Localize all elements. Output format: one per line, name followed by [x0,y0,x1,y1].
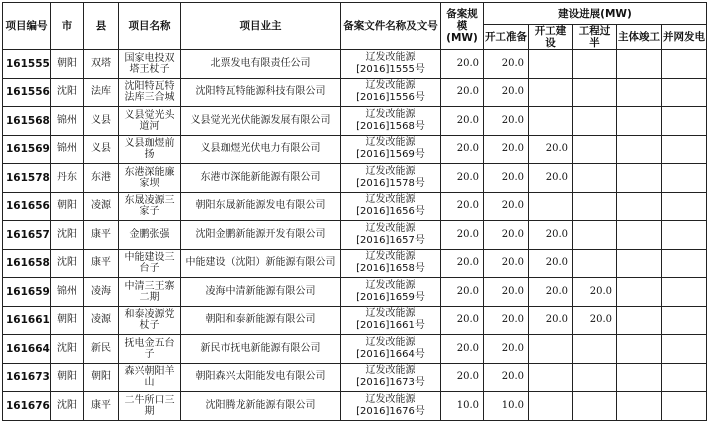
prep-cell: 20.0 [484,135,529,164]
prep-cell: 20.0 [484,78,529,107]
construction-cell [529,50,573,79]
filing-scale-cell: 20.0 [441,192,484,221]
city-cell: 朝阳 [51,363,84,392]
grid-connected-cell [662,221,707,250]
halfway-cell [573,78,617,107]
table-row [3,78,707,107]
city-cell: 锦州 [51,135,84,164]
project-id-cell: 161578 [3,164,51,193]
filing-doc-number: [2016]1659号 [356,291,425,303]
table-row [3,363,707,392]
filing-doc-number: [2016]1578号 [356,177,425,189]
table-row [3,221,707,250]
filing-scale-cell: 20.0 [441,363,484,392]
filing-doc-issuer: 辽发改能源 [365,108,416,120]
prep-cell: 20.0 [484,363,529,392]
filing-doc-cell [341,363,441,392]
main-complete-cell [617,192,662,221]
halfway-cell [573,221,617,250]
project-owner-cell: 新民市抚电新能源有限公司 [181,335,341,364]
project-name-cell: 抚电金五台子 [119,335,181,364]
construction-cell: 20.0 [529,306,573,335]
county-cell: 凌源 [84,306,119,335]
city-cell: 沈阳 [51,249,84,278]
halfway-cell [573,363,617,392]
main-complete-cell [617,164,662,193]
main-complete-cell [617,363,662,392]
filing-doc-issuer: 辽发改能源 [365,80,416,92]
halfway-cell: 20.0 [573,278,617,307]
construction-cell: 20.0 [529,135,573,164]
filing-scale-cell: 20.0 [441,50,484,79]
filing-scale-cell: 20.0 [441,164,484,193]
construction-cell [529,107,573,136]
filing-doc-cell [341,306,441,335]
filing-doc-number: [2016]1661号 [356,320,425,332]
filing-doc-cell [341,278,441,307]
project-name-cell: 国家电投双塔王杖子 [119,50,181,79]
prep-cell: 20.0 [484,306,529,335]
construction-cell [529,78,573,107]
header-project-owner: 项目业主 [181,3,341,50]
grid-connected-cell [662,306,707,335]
prep-cell: 20.0 [484,278,529,307]
construction-cell: 20.0 [529,249,573,278]
city-cell: 沈阳 [51,392,84,421]
grid-connected-cell [662,278,707,307]
county-cell: 康平 [84,392,119,421]
filing-doc-cell [341,221,441,250]
filing-doc-issuer: 辽发改能源 [365,279,416,291]
filing-doc-issuer: 辽发改能源 [365,222,416,234]
table-row [3,107,707,136]
main-complete-cell [617,306,662,335]
main-complete-cell [617,392,662,421]
filing-scale-cell: 20.0 [441,335,484,364]
county-cell: 凌海 [84,278,119,307]
city-cell: 朝阳 [51,50,84,79]
header-project-name: 项目名称 [119,3,181,50]
grid-connected-cell [662,78,707,107]
grid-connected-cell [662,335,707,364]
prep-cell: 20.0 [484,164,529,193]
county-cell: 新民 [84,335,119,364]
project-name-cell: 金鹏张强 [119,221,181,250]
filing-doc-issuer: 辽发改能源 [365,137,416,149]
halfway-cell [573,192,617,221]
filing-doc-cell [341,135,441,164]
main-complete-cell [617,278,662,307]
prep-cell: 20.0 [484,221,529,250]
filing-doc-cell [341,335,441,364]
project-id-cell: 161661 [3,306,51,335]
project-name-cell: 义县觉光头道河 [119,107,181,136]
project-id-cell: 161657 [3,221,51,250]
filing-scale-cell: 20.0 [441,306,484,335]
halfway-cell [573,107,617,136]
project-name-cell: 沈阳特瓦特法库三合城 [119,78,181,107]
filing-doc-number: [2016]1656号 [356,206,425,218]
county-cell: 义县 [84,135,119,164]
header-grid-connected: 并网发电 [662,25,707,50]
filing-scale-cell: 10.0 [441,392,484,421]
filing-doc-issuer: 辽发改能源 [365,51,416,63]
header-project-id: 项目编号 [3,3,51,50]
header-construction-progress: 建设进展(MW) [484,3,707,25]
header-main-complete: 主体竣工 [617,25,662,50]
table-row [3,278,707,307]
header-county: 县 [84,3,119,50]
filing-doc-issuer: 辽发改能源 [365,165,416,177]
project-name-cell: 二牛所口三期 [119,392,181,421]
prep-cell: 20.0 [484,192,529,221]
table-row [3,306,707,335]
main-complete-cell [617,335,662,364]
prep-cell: 20.0 [484,249,529,278]
project-id-cell: 161673 [3,363,51,392]
county-cell: 康平 [84,249,119,278]
filing-doc-number: [2016]1568号 [356,120,425,132]
project-table [2,2,707,421]
filing-doc-number: [2016]1676号 [356,405,425,417]
filing-doc-number: [2016]1673号 [356,377,425,389]
halfway-cell [573,50,617,79]
project-owner-cell: 朝阳东晟新能源发电有限公司 [181,192,341,221]
filing-doc-number: [2016]1664号 [356,348,425,360]
project-owner-cell: 朝阳和泰新能源有限公司 [181,306,341,335]
project-id-cell: 161659 [3,278,51,307]
city-cell: 朝阳 [51,192,84,221]
grid-connected-cell [662,107,707,136]
county-cell: 康平 [84,221,119,250]
table-body [3,50,707,421]
county-cell: 义县 [84,107,119,136]
halfway-cell [573,164,617,193]
filing-scale-cell: 20.0 [441,221,484,250]
halfway-cell [573,135,617,164]
filing-scale-cell: 20.0 [441,249,484,278]
grid-connected-cell [662,363,707,392]
table-row [3,249,707,278]
table-row [3,192,707,221]
project-name-cell: 和泰凌源党杖子 [119,306,181,335]
filing-doc-issuer: 辽发改能源 [365,393,416,405]
filing-scale-cell: 20.0 [441,135,484,164]
filing-scale-cell: 20.0 [441,78,484,107]
project-owner-cell: 中能建设（沈阳）新能源有限公司 [181,249,341,278]
main-complete-cell [617,78,662,107]
main-complete-cell [617,221,662,250]
project-owner-cell: 沈阳特瓦特能源科技有限公司 [181,78,341,107]
construction-cell [529,363,573,392]
filing-doc-issuer: 辽发改能源 [365,194,416,206]
grid-connected-cell [662,164,707,193]
project-table-container [2,2,706,421]
prep-cell: 20.0 [484,335,529,364]
filing-doc-cell [341,107,441,136]
construction-cell [529,392,573,421]
header-filing-scale: 备案规模(MW) [441,3,484,50]
project-name-cell: 中能建设三台子 [119,249,181,278]
filing-doc-cell [341,192,441,221]
city-cell: 锦州 [51,107,84,136]
project-owner-cell: 沈阳金鹏新能源开发有限公司 [181,221,341,250]
prep-cell: 20.0 [484,107,529,136]
construction-cell [529,192,573,221]
project-id-cell: 161658 [3,249,51,278]
filing-doc-number: [2016]1555号 [356,63,425,75]
project-name-cell: 森兴朝阳羊山 [119,363,181,392]
table-row [3,335,707,364]
grid-connected-cell [662,50,707,79]
grid-connected-cell [662,249,707,278]
filing-doc-number: [2016]1556号 [356,92,425,104]
construction-cell: 20.0 [529,221,573,250]
project-owner-cell: 义县觉光光伏能源发展有限公司 [181,107,341,136]
filing-doc-cell [341,50,441,79]
project-id-cell: 161664 [3,335,51,364]
main-complete-cell [617,249,662,278]
filing-doc-number: [2016]1657号 [356,234,425,246]
filing-doc-issuer: 辽发改能源 [365,308,416,320]
main-complete-cell [617,107,662,136]
halfway-cell [573,392,617,421]
header-construction: 开工建设 [529,25,573,50]
filing-doc-cell [341,78,441,107]
filing-doc-cell [341,164,441,193]
project-owner-cell: 义县珈煜光伏电力有限公司 [181,135,341,164]
county-cell: 朝阳 [84,363,119,392]
project-owner-cell: 朝阳森兴太阳能发电有限公司 [181,363,341,392]
project-owner-cell: 凌海中清新能源有限公司 [181,278,341,307]
project-id-cell: 161569 [3,135,51,164]
county-cell: 凌源 [84,192,119,221]
halfway-cell: 20.0 [573,306,617,335]
filing-scale-cell: 20.0 [441,278,484,307]
project-owner-cell: 沈阳腾龙新能源有限公司 [181,392,341,421]
table-row [3,392,707,421]
header-halfway: 工程过半 [573,25,617,50]
county-cell: 法库 [84,78,119,107]
header-city: 市 [51,3,84,50]
header-prep: 开工准备 [484,25,529,50]
grid-connected-cell [662,192,707,221]
halfway-cell [573,249,617,278]
table-row [3,50,707,79]
grid-connected-cell [662,135,707,164]
filing-doc-issuer: 辽发改能源 [365,365,416,377]
project-id-cell: 161568 [3,107,51,136]
filing-doc-number: [2016]1658号 [356,263,425,275]
main-complete-cell [617,135,662,164]
project-id-cell: 161555 [3,50,51,79]
city-cell: 朝阳 [51,306,84,335]
halfway-cell [573,335,617,364]
project-owner-cell: 东港市深能新能源有限公司 [181,164,341,193]
county-cell: 东港 [84,164,119,193]
city-cell: 丹东 [51,164,84,193]
city-cell: 锦州 [51,278,84,307]
prep-cell: 20.0 [484,50,529,79]
filing-doc-issuer: 辽发改能源 [365,251,416,263]
project-id-cell: 161676 [3,392,51,421]
grid-connected-cell [662,392,707,421]
filing-doc-number: [2016]1569号 [356,149,425,161]
project-id-cell: 161556 [3,78,51,107]
table-row [3,164,707,193]
main-complete-cell [617,50,662,79]
table-header [3,3,707,50]
construction-cell: 20.0 [529,278,573,307]
construction-cell: 20.0 [529,164,573,193]
county-cell: 双塔 [84,50,119,79]
project-name-cell: 东晟凌源三家子 [119,192,181,221]
project-id-cell: 161656 [3,192,51,221]
project-owner-cell: 北票发电有限责任公司 [181,50,341,79]
city-cell: 沈阳 [51,78,84,107]
filing-doc-issuer: 辽发改能源 [365,336,416,348]
filing-scale-cell: 20.0 [441,107,484,136]
table-row [3,135,707,164]
filing-doc-cell [341,249,441,278]
prep-cell: 10.0 [484,392,529,421]
filing-doc-cell [341,392,441,421]
project-name-cell: 中清三王寨二期 [119,278,181,307]
city-cell: 沈阳 [51,335,84,364]
city-cell: 沈阳 [51,221,84,250]
project-name-cell: 东港深能廉家坝 [119,164,181,193]
header-filing-doc: 备案文件名称及文号 [341,3,441,50]
project-name-cell: 义县珈煜前扬 [119,135,181,164]
construction-cell [529,335,573,364]
